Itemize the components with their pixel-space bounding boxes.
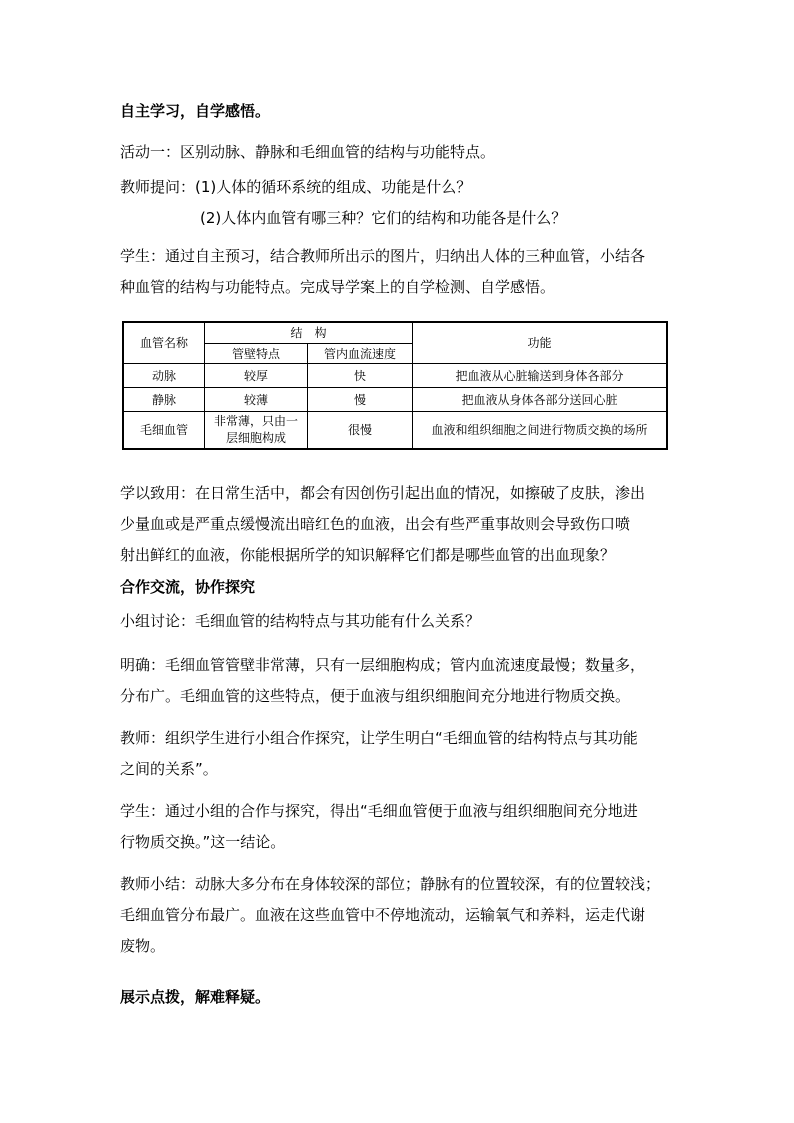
activity-one: 活动一：区别动脉、静脉和毛细血管的结构与功能特点。	[120, 143, 496, 161]
cell-function: 血液和组织细胞之间进行物质交换的场所	[413, 411, 668, 449]
student-paragraph-line-2: 种血管的结构与功能特点。完成导学案上的自学检测、自学感悟。	[120, 278, 556, 296]
cell-wall: 较厚	[205, 363, 308, 387]
blood-vessel-table	[122, 321, 668, 450]
teacher-question-2: (2)人体内血管有哪三种？它们的结构和功能各是什么？	[200, 209, 567, 227]
cell-function: 把血液从心脏输送到身体各部分	[413, 363, 668, 387]
student-line-1: 学生：通过小组的合作与探究，得出“毛细血管便于血液与组织细胞间充分地进	[120, 802, 638, 820]
apply-line-2: 少量血或是严重点缓慢流出暗红色的血液，出会有些严重事故则会导致伤口喷	[120, 515, 631, 533]
header-speed: 管内血流速度	[308, 343, 413, 363]
cell-name: 静脉	[123, 387, 205, 411]
cell-speed: 快	[308, 363, 413, 387]
heading-cooperation: 合作交流，协作探究	[120, 578, 256, 596]
cell-wall-line: 非常薄，只由一	[213, 413, 298, 428]
header-structure: 结 构	[205, 322, 413, 343]
table-row	[123, 411, 667, 449]
summary-line-2: 毛细血管分布最广。血液在这些血管中不停地流动，运输氧气和养料，运走代谢	[120, 906, 646, 924]
student-line-2: 行物质交换。”这一结论。	[120, 833, 286, 851]
apply-line-1: 学以致用：在日常生活中，都会有因创伤引起出血的情况，如擦破了皮肤，渗出	[120, 484, 646, 502]
cell-function: 把血液从身体各部分送回心脏	[413, 387, 668, 411]
teacher-line-2: 之间的关系”。	[120, 760, 218, 778]
cell-wall-line: 层细胞构成	[225, 430, 286, 445]
summary-line-1: 教师小结：动脉大多分布在身体较深的部位；静脉有的位置较深，有的位置较浅；	[120, 875, 661, 893]
header-function: 功能	[413, 322, 668, 363]
heading-display: 展示点拨，解难释疑。	[120, 988, 271, 1006]
summary-line-3: 废物。	[120, 937, 166, 955]
cell-speed: 慢	[308, 387, 413, 411]
cell-speed: 很慢	[308, 411, 413, 449]
table-row	[123, 363, 667, 387]
header-wall: 管壁特点	[205, 343, 308, 363]
clarify-line-1: 明确：毛细血管管壁非常薄，只有一层细胞构成；管内血流速度最慢；数量多，	[120, 656, 646, 674]
apply-line-3: 射出鲜红的血液，你能根据所学的知识解释它们都是哪些血管的出血现象？	[120, 546, 616, 564]
teacher-line-1: 教师：组织学生进行小组合作探究，让学生明白“毛细血管的结构特点与其功能	[120, 729, 638, 747]
teacher-question-1: 教师提问：(1)人体的循环系统的组成、功能是什么？	[120, 178, 472, 196]
heading-self-study: 自主学习，自学感悟。	[120, 102, 271, 120]
header-vessel-name: 血管名称	[123, 322, 205, 363]
table-row	[123, 387, 667, 411]
cell-wall: 较薄	[205, 387, 308, 411]
student-paragraph-line-1: 学生：通过自主预习，结合教师所出示的图片，归纳出人体的三种血管，小结各	[120, 247, 646, 265]
clarify-line-2: 分布广。毛细血管的这些特点，便于血液与组织细胞间充分地进行物质交换。	[120, 687, 631, 705]
cell-name: 动脉	[123, 363, 205, 387]
group-discussion: 小组讨论：毛细血管的结构特点与其功能有什么关系？	[120, 612, 481, 630]
cell-wall	[205, 411, 308, 449]
cell-name: 毛细血管	[123, 411, 205, 449]
